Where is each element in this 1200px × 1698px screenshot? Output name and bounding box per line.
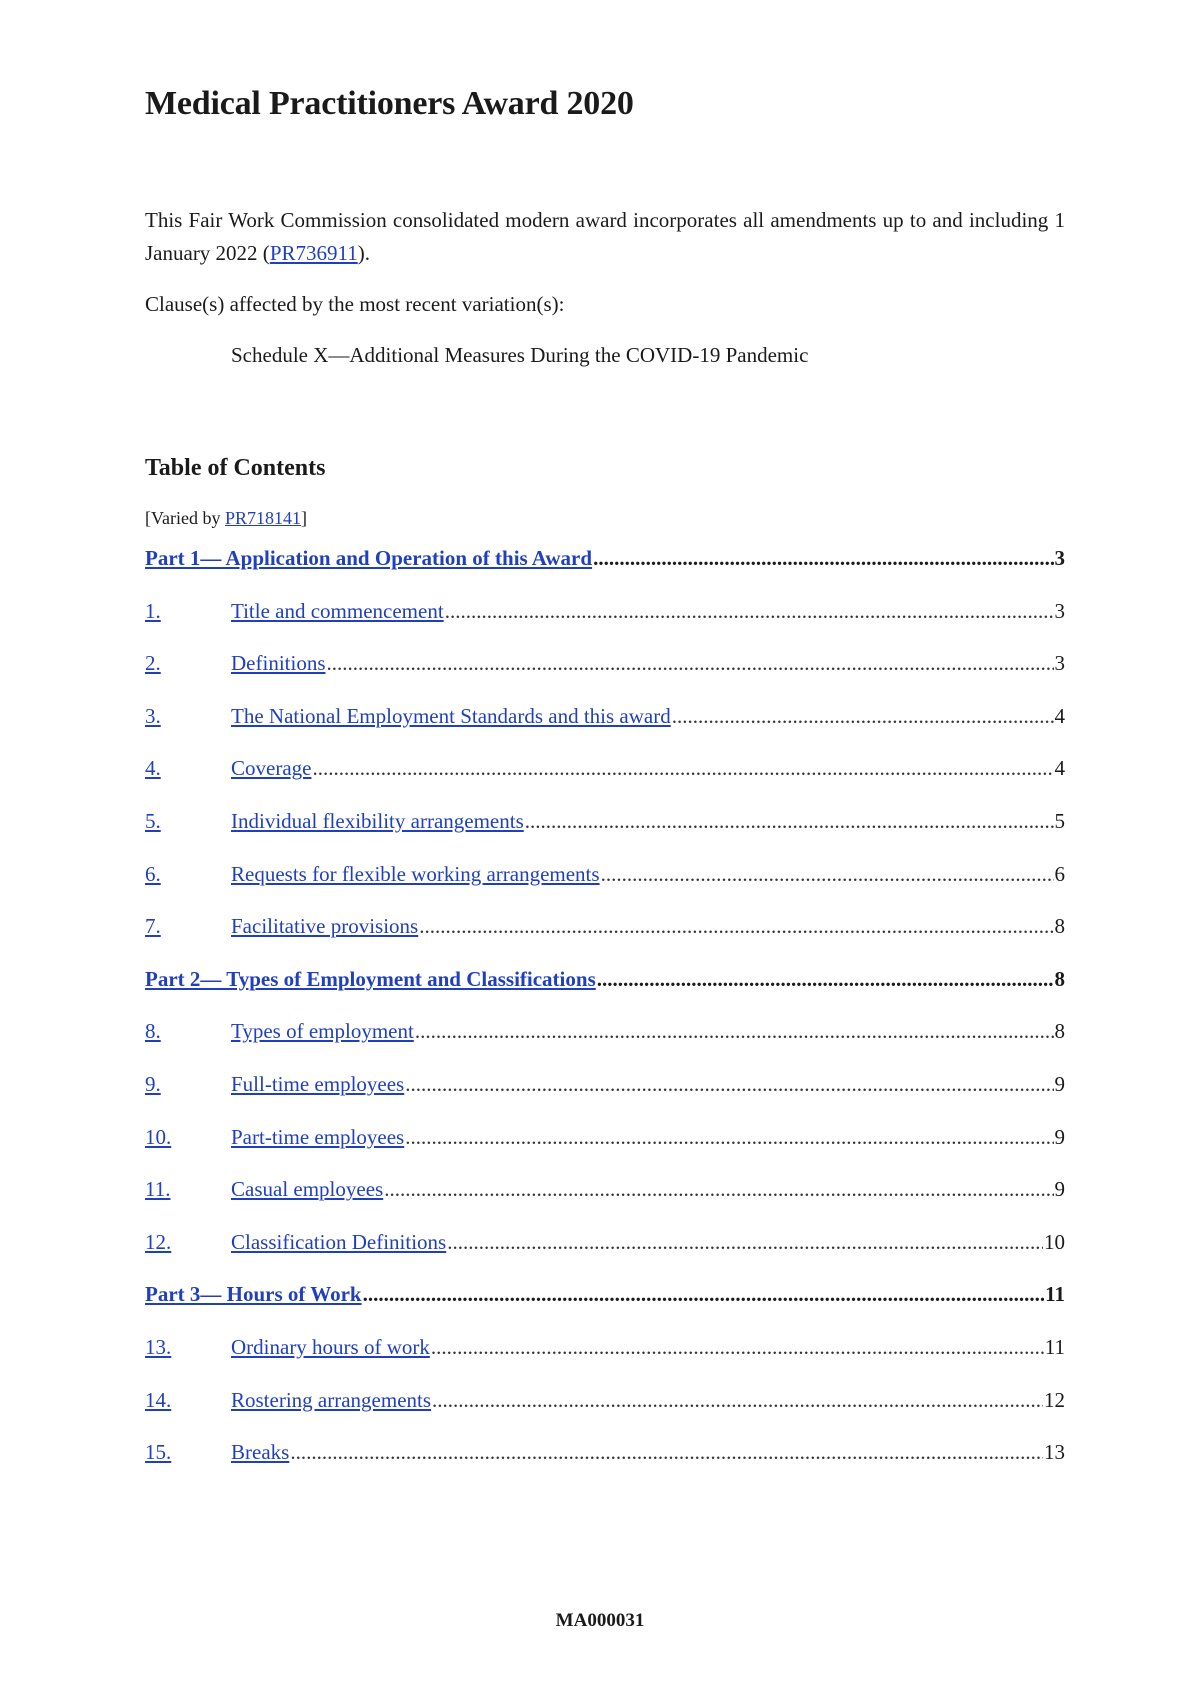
toc-part-link[interactable]: Part 3— Hours of Work [145,1282,362,1307]
toc-clause-link[interactable]: The National Employment Standards and this award [231,703,671,728]
toc-heading: Table of Contents [145,455,326,481]
toc-clause-link[interactable]: Casual employees [231,1177,384,1202]
toc-clause-link[interactable]: Types of employment [231,1019,414,1044]
toc-page-number: 8 [1054,1019,1065,1044]
toc-page-number: 11 [1044,1334,1065,1359]
toc-clause-number[interactable]: 10. [145,1124,172,1149]
toc-dot-leader [384,1177,1053,1202]
toc-clause-entry[interactable] [145,756,1065,809]
toc-dot-leader [327,651,1054,676]
toc-dot-leader [363,1282,1045,1307]
toc-clause-link[interactable]: Coverage [231,756,312,781]
intro-text-end: ). [357,241,370,265]
toc-clause-entry[interactable] [145,1125,1065,1178]
toc-clause-number[interactable]: 13. [145,1334,172,1359]
toc-clause-link[interactable]: Title and commencement [231,598,444,623]
toc-page-number: 9 [1054,1177,1065,1202]
toc-clause-link[interactable]: Classification Definitions [231,1229,447,1254]
toc-clause-link[interactable]: Rostering arrangements [231,1387,432,1412]
toc-dot-leader [447,1230,1043,1255]
toc-clause-link[interactable]: Requests for flexible working arrangements [231,861,600,886]
toc-dot-leader [419,914,1053,939]
toc-clause-number[interactable]: 4. [145,756,161,781]
toc-dot-leader [432,1388,1043,1413]
toc-page-number: 12 [1044,1387,1065,1412]
affected-clauses-label: Clause(s) affected by the most recent variation(s): [145,292,565,316]
varied-note [145,504,1065,532]
toc-clause-entry[interactable] [145,1440,1065,1493]
toc-clause-entry[interactable] [145,599,1065,652]
toc-clause-entry[interactable] [145,1072,1065,1125]
toc-dot-leader [415,1019,1054,1044]
varied-prefix: [Varied by [145,508,225,528]
toc-page-number: 4 [1054,756,1065,781]
toc-part-link[interactable]: Part 1— Application and Operation of this Award [145,546,593,570]
toc-clause-number[interactable]: 2. [145,651,161,676]
toc-page-number: 13 [1044,1440,1065,1465]
toc-page-number: 9 [1054,1124,1065,1149]
toc-page-number: 10 [1044,1229,1065,1254]
toc-clause-entry[interactable] [145,862,1065,915]
toc-clause-entry[interactable] [145,914,1065,967]
varied-reference-link[interactable]: PR718141 [224,508,302,528]
affected-clause-item: Schedule X—Additional Measures During the COVID-19 Pandemic [231,343,809,367]
toc-page-number: 6 [1054,861,1065,886]
toc-clause-number[interactable]: 15. [145,1440,172,1465]
toc-clause-number[interactable]: 11. [145,1177,171,1202]
toc-clause-entry[interactable] [145,809,1065,862]
intro-text: This Fair Work Commission consolidated modern award incorporates all amendments up to and including 1 January 2022 ( [145,208,1065,265]
toc-clause-number[interactable]: 5. [145,808,161,833]
toc-clause-link[interactable]: Individual flexibility arrangements [231,808,524,833]
toc-clause-entry[interactable] [145,1230,1065,1283]
toc-clause-entry[interactable] [145,1388,1065,1441]
intro-paragraph [145,204,1065,270]
award-code-footer: MA000031 [555,1610,645,1631]
table-of-contents [145,546,1065,1493]
toc-clause-link[interactable]: Facilitative provisions [231,914,419,939]
document-body [145,78,1065,1493]
toc-part-entry[interactable] [145,967,1065,1020]
toc-page-number: 3 [1054,598,1065,623]
toc-page-number: 8 [1054,966,1065,991]
toc-clause-number[interactable]: 3. [145,703,161,728]
toc-dot-leader [405,1072,1053,1097]
toc-page-number: 11 [1045,1282,1065,1307]
toc-part-entry[interactable] [145,1282,1065,1335]
toc-clause-entry[interactable] [145,1335,1065,1388]
toc-dot-leader [312,756,1053,781]
toc-page-number: 3 [1054,651,1065,676]
toc-dot-leader [405,1125,1053,1150]
toc-clause-link[interactable]: Full-time employees [231,1071,405,1096]
toc-part-link[interactable]: Part 2— Types of Employment and Classifications [145,966,596,991]
toc-clause-number[interactable]: 1. [145,598,161,623]
toc-clause-number[interactable]: 9. [145,1071,161,1096]
document-title: Medical Practitioners Award 2020 [145,85,634,122]
toc-clause-number[interactable]: 14. [145,1387,172,1412]
toc-clause-link[interactable]: Part-time employees [231,1124,405,1149]
toc-page-number: 8 [1054,914,1065,939]
toc-page-number: 3 [1054,546,1065,570]
toc-clause-entry[interactable] [145,704,1065,757]
toc-clause-entry[interactable] [145,1177,1065,1230]
toc-dot-leader [290,1440,1043,1465]
toc-page-number: 5 [1054,808,1065,833]
toc-page-number: 9 [1054,1071,1065,1096]
varied-suffix: ] [301,508,308,528]
toc-clause-number[interactable]: 6. [145,861,161,886]
toc-dot-leader [525,809,1054,834]
toc-dot-leader [672,704,1054,729]
toc-dot-leader [597,967,1054,992]
toc-dot-leader [445,599,1054,624]
toc-page-number: 4 [1054,703,1065,728]
toc-clause-entry[interactable] [145,1019,1065,1072]
toc-clause-link[interactable]: Ordinary hours of work [231,1334,430,1359]
toc-dot-leader [431,1335,1044,1360]
toc-clause-entry[interactable] [145,651,1065,704]
toc-clause-number[interactable]: 7. [145,914,161,939]
toc-part-entry[interactable] [145,546,1065,599]
toc-clause-number[interactable]: 8. [145,1019,161,1044]
toc-dot-leader [593,546,1053,571]
toc-dot-leader [601,862,1054,887]
toc-clause-link[interactable]: Breaks [231,1440,290,1465]
toc-clause-number[interactable]: 12. [145,1229,172,1254]
intro-reference-link[interactable]: PR736911 [269,241,358,265]
toc-clause-link[interactable]: Definitions [231,651,326,676]
